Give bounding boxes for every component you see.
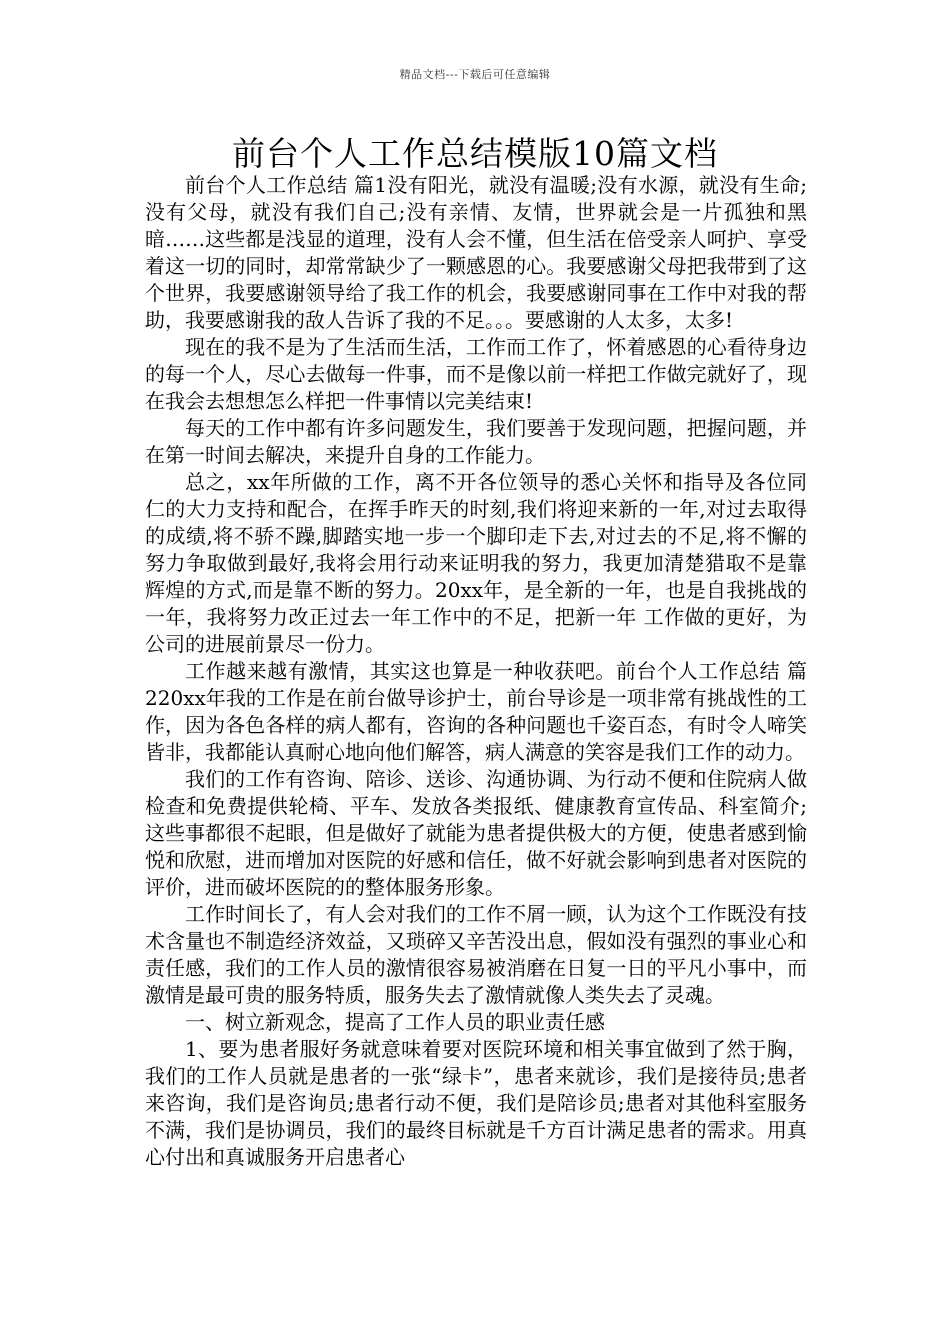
section-heading: 一、树立新观念，提高了工作人员的职业责任感 [185, 1010, 605, 1034]
document-title: 前台个人工作总结模版10篇文档 [232, 134, 718, 173]
document-body [145, 172, 807, 1171]
paragraph: 工作越来越有激情，其实这也算是一种收获吧。前台个人工作总结 篇220xx年我的工作是在前台做导诊护士，前台导诊是一项非常有挑战性的工作，因为各色各样的病人都有，咨询的各种问题也千姿百态，有时令人啼笑皆非，我都能认真耐心地向他们解答，病人满意的笑容是我们工作的动力。 [145, 659, 807, 764]
paragraph: 1、要为患者服好务就意味着要对医院环境和相关事宜做到了然于胸，我们的工作人员就是患者的一张“绿卡”，患者来就诊，我们是接待员;患者来咨询，我们是咨询员;患者行动不便，我们是陪诊员;患者对其他科室服务不满，我们是协调员，我们的最终目标就是千方百计满足患者的需求。用真心付出和真诚服务开启患者心 [145, 1037, 807, 1169]
paragraph: 我们的工作有咨询、陪诊、送诊、沟通协调、为行动不便和住院病人做检查和免费提供轮椅、平车、发放各类报纸、健康教育宣传品、科室简介;这些事都很不起眼，但是做好了就能为患者提供极大的方便，使患者感到愉悦和欣慰，进而增加对医院的好感和信任，做不好就会影响到患者对医院的评价，进而破坏医院的的整体服务形象。 [145, 767, 807, 899]
paragraph: 前台个人工作总结 篇1没有阳光，就没有温暖;没有水源，就没有生命;没有父母，就没有我们自己;没有亲情、友情，世界就会是一片孤独和黑暗……这些都是浅显的道理，没有人会不懂，但生活在倍受亲人呵护、享受着这一切的同时，却常常缺少了一颗感恩的心。我要感谢父母把我带到了这个世界，我要感谢领导给了我工作的机会，我要感谢同事在工作中对我的帮助，我要感谢我的敌人告诉了我的不足。。。要感谢的人太多，太多! [145, 173, 807, 332]
paragraph: 现在的我不是为了生活而生活，工作而工作了，怀着感恩的心看待身边的每一个人，尽心去做每一件事，而不是像以前一样把工作做完就好了，现在我会去想想怎么样把一件事情以完美结束! [145, 335, 807, 413]
paragraph: 总之，xx年所做的工作，离不开各位领导的悉心关怀和指导及各位同仁的大力支持和配合，在挥手昨天的时刻,我们将迎来新的一年,对过去取得的成绩,将不骄不躁,脚踏实地一步一个脚印走下去,对过去的不足,将不懈的努力争取做到最好,我将会用行动来证明我的努力，我更加清楚猎取不是靠辉煌的方式,而是靠不断的努力。20xx年，是全新的一年，也是自我挑战的一年，我将努力改正过去一年工作中的不足，把新一年 工作做的更好，为公司的进展前景尽一份力。 [145, 470, 807, 656]
header-note: 精品文档---下载后可任意编辑 [399, 68, 551, 81]
paragraph: 每天的工作中都有许多问题发生，我们要善于发现问题，把握问题，并在第一时间去解决，来提升自身的工作能力。 [145, 416, 807, 467]
paragraph: 工作时间长了，有人会对我们的工作不屑一顾，认为这个工作既没有技术含量也不制造经济效益，又琐碎又辛苦没出息，假如没有强烈的事业心和责任感，我们的工作人员的激情很容易被消磨在日复一日的平凡小事中，而激情是最可贵的服务特质，服务失去了激情就像人类失去了灵魂。 [145, 902, 807, 1007]
